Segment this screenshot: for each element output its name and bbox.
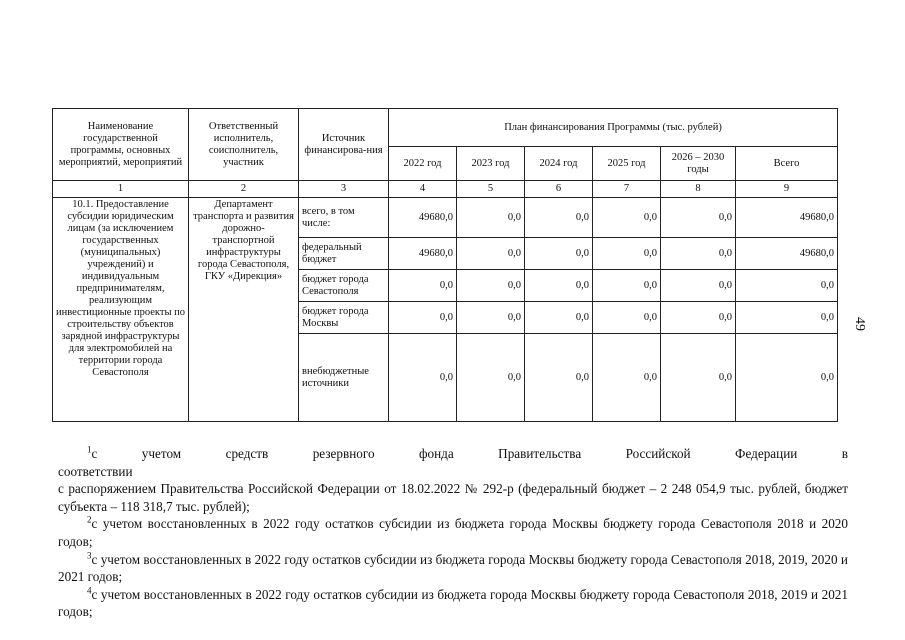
footnote-1-line1	[58, 445, 848, 480]
col-number: 6	[525, 181, 593, 198]
col-number: 5	[457, 181, 525, 198]
footnote-4	[58, 586, 848, 621]
value-cell: 0,0	[661, 302, 736, 334]
value-cell: 0,0	[525, 302, 593, 334]
col-number: 7	[593, 181, 661, 198]
footnote-mark: 4	[87, 585, 92, 596]
value-cell: 0,0	[457, 270, 525, 302]
header-source: Источник финансирова-ния	[299, 109, 389, 181]
footnote-2-text: с учетом восстановленных в 2022 году остатков субсидии из бюджета города Москвы бюджету города Севастополя 2018 и 2020 годов;	[58, 516, 848, 549]
value-cell: 0,0	[593, 270, 661, 302]
value-cell: 0,0	[736, 302, 838, 334]
value-cell: 0,0	[661, 270, 736, 302]
value-cell: 0,0	[457, 238, 525, 270]
value-cell: 0,0	[593, 238, 661, 270]
table-row	[53, 198, 838, 238]
header-year-2025: 2025 год	[593, 147, 661, 181]
source-cell: внебюджетные источники	[299, 334, 389, 422]
value-cell: 49680,0	[736, 198, 838, 238]
responsible-executor: Департамент транспорта и развития дорожно-транспортной инфраструктуры города Севастополя, ГКУ «Дирекция»	[189, 198, 299, 422]
footnotes	[58, 445, 848, 621]
value-cell: 0,0	[661, 334, 736, 422]
page-number: 49	[852, 317, 867, 331]
source-cell: бюджет города Москвы	[299, 302, 389, 334]
header-plan: План финансирования Программы (тыс. рублей)	[389, 109, 838, 147]
footnote-2	[58, 515, 848, 550]
value-cell: 0,0	[389, 302, 457, 334]
activity-name: 10.1. Предоставление субсидии юридическим лицам (за исключением государственных (муниципальных) учреждений) и индивидуальным предпринимателям, реализующим инвестиционные проекты по строительству объектов зарядной инфраструктуры для электромобилей на территории города Севастополя	[53, 198, 189, 422]
header-year-2022: 2022 год	[389, 147, 457, 181]
value-cell: 0,0	[593, 302, 661, 334]
source-cell: федеральный бюджет	[299, 238, 389, 270]
financing-plan-table	[52, 108, 838, 422]
source-cell: бюджет города Севастополя	[299, 270, 389, 302]
footnote-mark: 1	[87, 444, 92, 455]
col-number: 3	[299, 181, 389, 198]
value-cell: 0,0	[661, 238, 736, 270]
value-cell: 0,0	[457, 302, 525, 334]
col-number: 2	[189, 181, 299, 198]
footnote-mark: 2	[87, 514, 92, 525]
column-numbers-row	[53, 181, 838, 198]
footnote-1-rest: с распоряжением Правительства Российской Федерации от 18.02.2022 № 292-р (федеральный бюджет – 2 248 054,9 тыс. рублей, бюджет субъекта – 118 318,7 тыс. рублей);	[58, 481, 848, 514]
footnote-4-text: с учетом восстановленных в 2022 году остатков субсидии из бюджета города Москвы бюджету города Севастополя 2018, 2019 и 2021 годов;	[58, 586, 848, 620]
footnote-3-text: с учетом восстановленных в 2022 году остатков субсидии из бюджета города Москвы бюджету города Севастополя 2018, 2019, 2020 и 2021 годов;	[58, 551, 848, 585]
value-cell: 49680,0	[389, 238, 457, 270]
value-cell: 0,0	[457, 198, 525, 238]
header-responsible: Ответственный исполнитель, соисполнитель, участник	[189, 109, 299, 181]
value-cell: 0,0	[736, 270, 838, 302]
value-cell: 0,0	[389, 270, 457, 302]
footnote-3	[58, 551, 848, 586]
value-cell: 0,0	[525, 198, 593, 238]
source-cell: всего, в том числе:	[299, 198, 389, 238]
value-cell: 49680,0	[389, 198, 457, 238]
value-cell: 0,0	[661, 198, 736, 238]
header-name: Наименование государственной программы, основных мероприятий, мероприятий	[53, 109, 189, 181]
header-year-2026-2030: 2026 – 2030 годы	[661, 147, 736, 181]
footnote-1-text-first: с учетом средств резервного фонда Правительства Российской Федерации в соответствии	[58, 446, 848, 479]
value-cell: 0,0	[525, 334, 593, 422]
col-number: 1	[53, 181, 189, 198]
value-cell: 0,0	[525, 238, 593, 270]
header-total: Всего	[736, 147, 838, 181]
col-number: 9	[736, 181, 838, 198]
col-number: 4	[389, 181, 457, 198]
value-cell: 0,0	[593, 198, 661, 238]
header-year-2024: 2024 год	[525, 147, 593, 181]
value-cell: 0,0	[389, 334, 457, 422]
value-cell: 0,0	[593, 334, 661, 422]
value-cell: 49680,0	[736, 238, 838, 270]
value-cell: 0,0	[525, 270, 593, 302]
value-cell: 0,0	[457, 334, 525, 422]
value-cell: 0,0	[736, 334, 838, 422]
footnote-mark: 3	[87, 550, 92, 561]
col-number: 8	[661, 181, 736, 198]
header-year-2023: 2023 год	[457, 147, 525, 181]
